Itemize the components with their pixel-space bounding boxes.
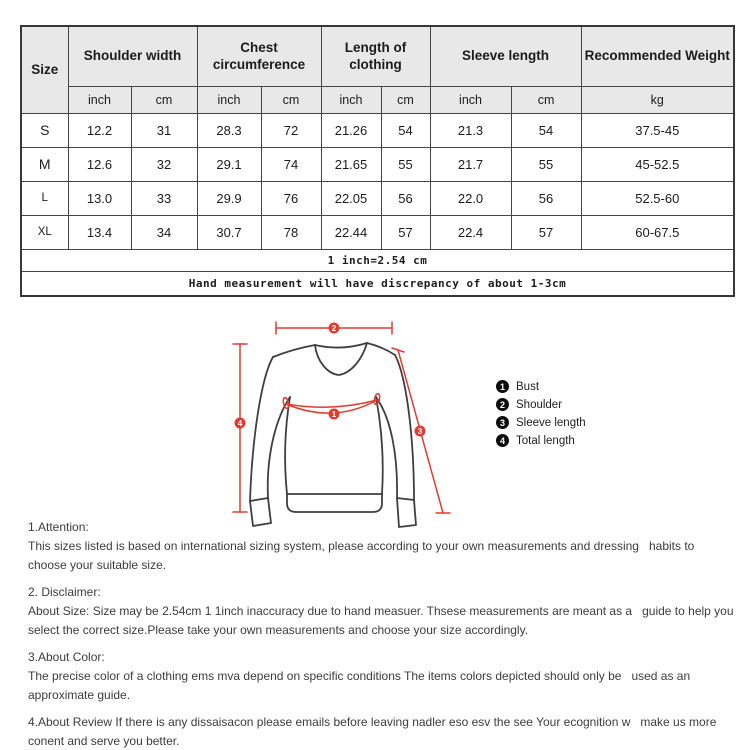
section-about-review	[28, 713, 736, 750]
table-note-hand-measurement: Hand measurement will have discrepancy of about 1-3cm	[21, 271, 734, 296]
cell: 52.5-60	[581, 181, 734, 215]
cell: 31	[131, 113, 197, 147]
legend-label: Shoulder	[516, 398, 563, 411]
unit-weight-kg: kg	[581, 86, 734, 113]
section-disclaimer	[28, 583, 736, 640]
table-row-l	[21, 181, 734, 215]
unit-chest-inch: inch	[197, 86, 261, 113]
section-heading: 3.About Color:	[28, 650, 105, 664]
table-note-inch-conversion: 1 inch=2.54 cm	[21, 249, 734, 271]
measurement-lines	[233, 322, 450, 513]
cell: 34	[131, 215, 197, 249]
cell: 12.2	[68, 113, 131, 147]
section-heading: 1.Attention:	[28, 520, 89, 534]
cell: 60-67.5	[581, 215, 734, 249]
size-label: S	[21, 113, 68, 147]
legend-number-badge: 2	[496, 398, 509, 411]
legend-label: Total length	[516, 434, 575, 447]
bust-marker	[329, 409, 340, 420]
cell: 33	[131, 181, 197, 215]
size-label: L	[21, 181, 68, 215]
cell: 32	[131, 147, 197, 181]
cell: 45-52.5	[581, 147, 734, 181]
legend-number-badge: 3	[496, 416, 509, 429]
cell: 29.9	[197, 181, 261, 215]
cell: 28.3	[197, 113, 261, 147]
cell: 54	[381, 113, 430, 147]
section-about-color	[28, 648, 736, 705]
legend-item-shoulder	[496, 398, 586, 411]
section-body: The precise color of a clothing ems mva depend on specific conditions The items colors depicted should only be used as an approximate guide.	[28, 669, 694, 702]
unit-sleeve-inch: inch	[430, 86, 511, 113]
shoulder-marker	[329, 323, 340, 334]
cell: 13.4	[68, 215, 131, 249]
section-attention	[28, 518, 736, 575]
svg-text:1: 1	[331, 410, 337, 419]
unit-chest-cm: cm	[261, 86, 321, 113]
table-row-xl	[21, 215, 734, 249]
section-body: This sizes listed is based on international sizing system, please according to your own measurements and dressing habits to choose your suitable size.	[28, 539, 698, 572]
section-body: 4.About Review If there is any dissaisacon please emails before leaving nadler eso esv the see Your ecognition w make us more conent and serve you better.	[28, 715, 720, 748]
section-heading: 2. Disclaimer:	[28, 585, 101, 599]
sweater-measurement-diagram	[228, 318, 458, 530]
legend-label: Bust	[516, 380, 540, 393]
unit-shoulder-cm: cm	[131, 86, 197, 113]
svg-text:4: 4	[237, 419, 243, 428]
cell: 56	[381, 181, 430, 215]
cell: 54	[511, 113, 581, 147]
unit-shoulder-inch: inch	[68, 86, 131, 113]
size-label: M	[21, 147, 68, 181]
cell: 76	[261, 181, 321, 215]
legend-number-badge: 1	[496, 380, 509, 393]
cell: 21.7	[430, 147, 511, 181]
col-header-chest-circumference: Chest circumference	[197, 26, 321, 86]
cell: 22.05	[321, 181, 381, 215]
cell: 74	[261, 147, 321, 181]
sweater-outline	[250, 343, 416, 527]
col-header-recommended-weight: Recommended Weight	[581, 26, 734, 86]
sleeve-marker	[415, 426, 426, 437]
cell: 30.7	[197, 215, 261, 249]
diagram-legend	[496, 380, 586, 452]
legend-item-bust	[496, 380, 586, 393]
col-header-size: Size	[21, 26, 68, 113]
cell: 22.0	[430, 181, 511, 215]
cell: 55	[381, 147, 430, 181]
cell: 21.3	[430, 113, 511, 147]
col-header-length-of-clothing: Length of clothing	[321, 26, 430, 86]
col-header-sleeve-length: Sleeve length	[430, 26, 581, 86]
svg-text:2: 2	[331, 324, 337, 333]
legend-item-total-length	[496, 434, 586, 447]
cell: 22.44	[321, 215, 381, 249]
cell: 21.26	[321, 113, 381, 147]
total-length-marker	[235, 418, 246, 429]
cell: 21.65	[321, 147, 381, 181]
cell: 37.5-45	[581, 113, 734, 147]
cell: 56	[511, 181, 581, 215]
size-label: XL	[21, 215, 68, 249]
table-row-m	[21, 147, 734, 181]
cell: 57	[381, 215, 430, 249]
table-row-s	[21, 113, 734, 147]
notes-sections	[28, 518, 736, 750]
unit-sleeve-cm: cm	[511, 86, 581, 113]
cell: 29.1	[197, 147, 261, 181]
legend-number-badge: 4	[496, 434, 509, 447]
size-chart-table	[20, 25, 735, 297]
cell: 72	[261, 113, 321, 147]
section-body: About Size: Size may be 2.54cm 1 1inch inaccuracy due to hand measuer. Thsese measurements are meant as a guide to help you select the correct size.Please take your own measurements and choose your size accordingly.	[28, 604, 737, 637]
cell: 12.6	[68, 147, 131, 181]
unit-length-cm: cm	[381, 86, 430, 113]
col-header-shoulder-width: Shoulder width	[68, 26, 197, 86]
cell: 78	[261, 215, 321, 249]
legend-item-sleeve-length	[496, 416, 586, 429]
unit-length-inch: inch	[321, 86, 381, 113]
cell: 13.0	[68, 181, 131, 215]
svg-text:3: 3	[417, 427, 423, 436]
cell: 22.4	[430, 215, 511, 249]
cell: 57	[511, 215, 581, 249]
cell: 55	[511, 147, 581, 181]
legend-label: Sleeve length	[516, 416, 586, 429]
